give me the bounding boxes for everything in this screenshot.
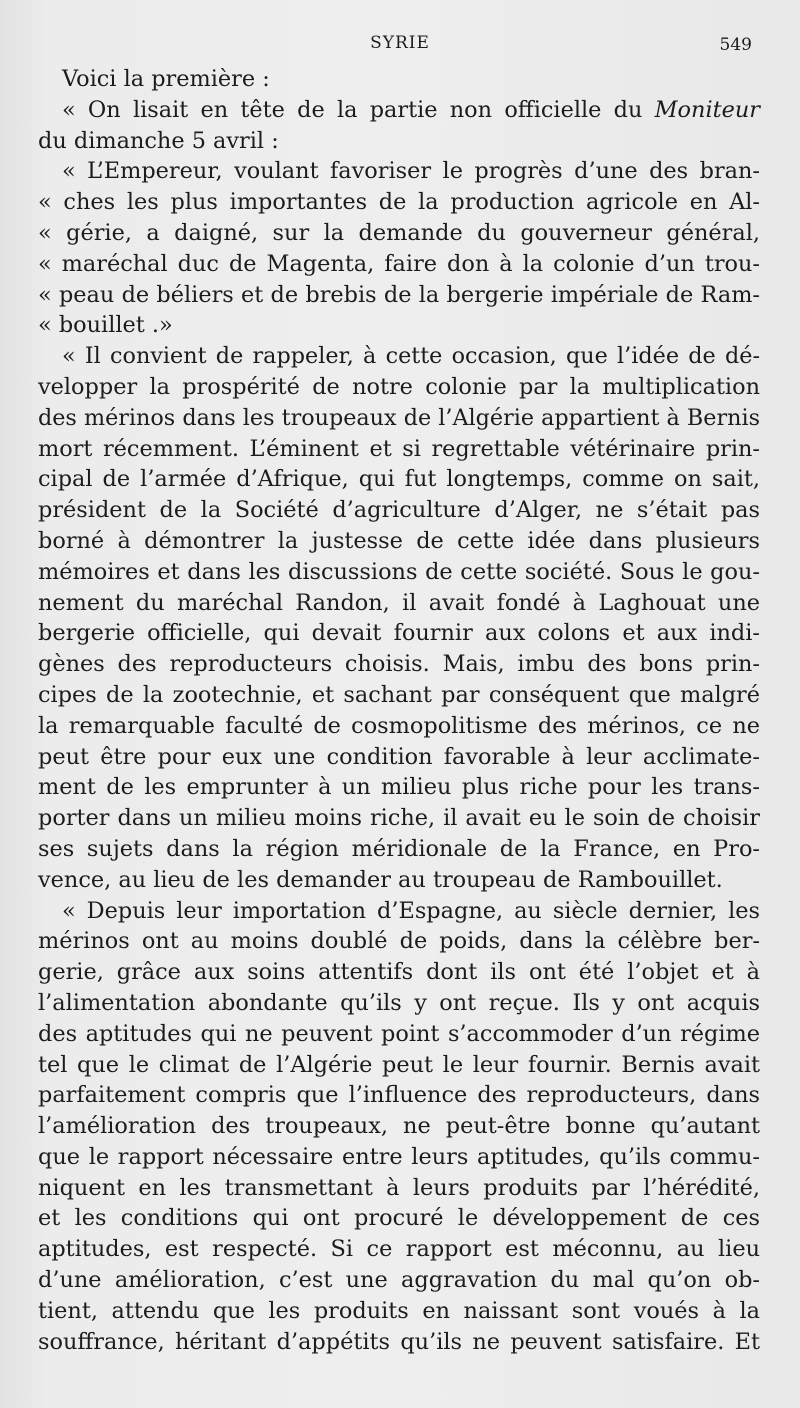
italic-title: Moniteur	[654, 96, 760, 123]
text-line	[38, 156, 760, 187]
text-line	[38, 1296, 760, 1327]
text-line-content: parfaitement compris que l’influence des reproducteurs, dans	[38, 1082, 760, 1109]
text-line	[38, 280, 760, 311]
text-line	[38, 249, 760, 280]
text-line-content: niquent en les transmettant à leurs produits par l’hérédité,	[38, 1174, 760, 1201]
text-line	[38, 557, 760, 588]
text-line	[38, 1080, 760, 1111]
running-header-title: SYRIE	[370, 33, 430, 53]
text-line-content: borné à démontrer la justesse de cette idée dans plusieurs	[38, 527, 760, 554]
text-line-content: du dimanche 5 avril :	[38, 127, 279, 154]
text-line-content: mémoires et dans les discussions de cette société. Sous le gou-	[38, 558, 760, 585]
text-line	[38, 988, 760, 1019]
text-line-content: nement du maréchal Randon, il avait fondé à Laghouat une	[38, 589, 760, 616]
text-line-content: l’alimentation abondante qu’ils y ont reçue. Ils y ont acquis	[38, 989, 760, 1016]
text-line	[38, 64, 760, 95]
text-line	[38, 187, 760, 218]
text-line	[38, 464, 760, 495]
text-line	[38, 310, 760, 341]
text-line	[38, 126, 760, 157]
text-line	[38, 1327, 760, 1358]
text-line-content: peut être pour eux une condition favorable à leur acclimate-	[38, 743, 760, 770]
text-line-content: ses sujets dans la région méridionale de la France, en Pro-	[38, 835, 760, 862]
text-line-content: souffrance, héritant d’appétits qu’ils ne peuvent satisfaire. Et	[38, 1328, 760, 1355]
text-line	[38, 1265, 760, 1296]
text-line	[38, 526, 760, 557]
text-line	[38, 742, 760, 773]
text-line	[38, 834, 760, 865]
text-line-content: aptitudes, est respecté. Si ce rapport est méconnu, au lieu	[38, 1236, 760, 1263]
text-line-content: tient, attendu que les produits en naissant sont voués à la	[38, 1297, 760, 1324]
text-line	[38, 926, 760, 957]
body-text	[38, 64, 760, 1357]
text-line-content: mérinos ont au moins doublé de poids, dans la célèbre ber-	[38, 928, 760, 955]
text-line-content: Voici la première :	[62, 66, 270, 92]
text-line-content: porter dans un milieu moins riche, il avait eu le soin de choisir	[38, 805, 760, 832]
text-line-content: velopper la prospérité de notre colonie par la multiplication	[38, 373, 760, 400]
text-line	[38, 865, 760, 896]
text-line	[38, 1234, 760, 1265]
text-line	[38, 1203, 760, 1234]
text-line	[38, 372, 760, 403]
text-line-content: la remarquable faculté de cosmopolitisme des mérinos, ce ne	[38, 712, 760, 739]
text-line-content: l’amélioration des troupeaux, ne peut-être bonne qu’autant	[38, 1113, 760, 1140]
text-line-content: mort récemment. L’éminent et si regrettable vétérinaire prin-	[38, 435, 760, 462]
text-line-content: « gérie, a daigné, sur la demande du gouverneur général,	[38, 219, 760, 246]
text-line-content: « On lisait en tête de la partie non officielle du	[62, 96, 655, 123]
text-line-content: tel que le climat de l’Algérie peut le leur fournir. Bernis avait	[38, 1051, 760, 1078]
text-line-content: « L’Empereur, voulant favoriser le progrès d’une des bran-	[62, 158, 760, 185]
text-line-content: « maréchal duc de Magenta, faire don à la colonie d’un trou-	[38, 250, 760, 277]
text-line-content: que le rapport nécessaire entre leurs aptitudes, qu’ils commu-	[38, 1143, 760, 1170]
text-line	[38, 896, 760, 927]
text-line	[38, 957, 760, 988]
text-line-content: gerie, grâce aux soins attentifs dont ils ont été l’objet et à	[38, 959, 760, 986]
page-number: 549	[719, 35, 752, 55]
text-line-content: « bouillet .»	[38, 312, 173, 339]
text-line-content: « peau de béliers et de brebis de la bergerie impériale de Ram-	[38, 281, 760, 308]
text-line-content: « ches les plus importantes de la production agricole en Al-	[38, 189, 760, 216]
text-line	[38, 1019, 760, 1050]
text-line	[38, 803, 760, 834]
text-line	[38, 1173, 760, 1204]
text-line-content: gènes des reproducteurs choisis. Mais, imbu des bons prin-	[38, 651, 760, 678]
text-line	[38, 618, 760, 649]
text-line-content: ment de les emprunter à un milieu plus riche pour les trans-	[38, 774, 760, 801]
text-line-content: bergerie officielle, qui devait fournir aux colons et aux indi-	[38, 620, 760, 647]
text-line-content: des mérinos dans les troupeaux de l’Algérie appartient à Bernis	[38, 404, 760, 431]
text-line	[38, 588, 760, 619]
text-line	[38, 434, 760, 465]
text-line-content: « Il convient de rappeler, à cette occasion, que l’idée de dé-	[62, 343, 760, 370]
text-line-content: président de la Société d’agriculture d’Alger, ne s’était pas	[38, 497, 760, 524]
text-line-content: cipes de la zootechnie, et sachant par conséquent que malgré	[38, 681, 760, 708]
text-line	[38, 341, 760, 372]
text-line	[38, 1050, 760, 1081]
text-line	[38, 680, 760, 711]
text-line	[38, 495, 760, 526]
text-line	[38, 711, 760, 742]
text-line	[38, 1111, 760, 1142]
text-line-content: d’une amélioration, c’est une aggravation du mal qu’on ob-	[38, 1267, 760, 1294]
text-line	[38, 772, 760, 803]
text-line-content: et les conditions qui ont procuré le développement de ces	[38, 1205, 760, 1232]
text-line-content: vence, au lieu de les demander au troupeau de Rambouillet.	[38, 866, 723, 893]
text-line	[38, 95, 760, 126]
text-line	[38, 403, 760, 434]
text-line	[38, 218, 760, 249]
text-line-content: « Depuis leur importation d’Espagne, au siècle dernier, les	[62, 897, 760, 924]
text-line	[38, 1142, 760, 1173]
text-line	[38, 649, 760, 680]
text-line-content: cipal de l’armée d’Afrique, qui fut longtemps, comme on sait,	[38, 466, 760, 493]
text-line-content: des aptitudes qui ne peuvent point s’accommoder d’un régime	[38, 1020, 760, 1047]
